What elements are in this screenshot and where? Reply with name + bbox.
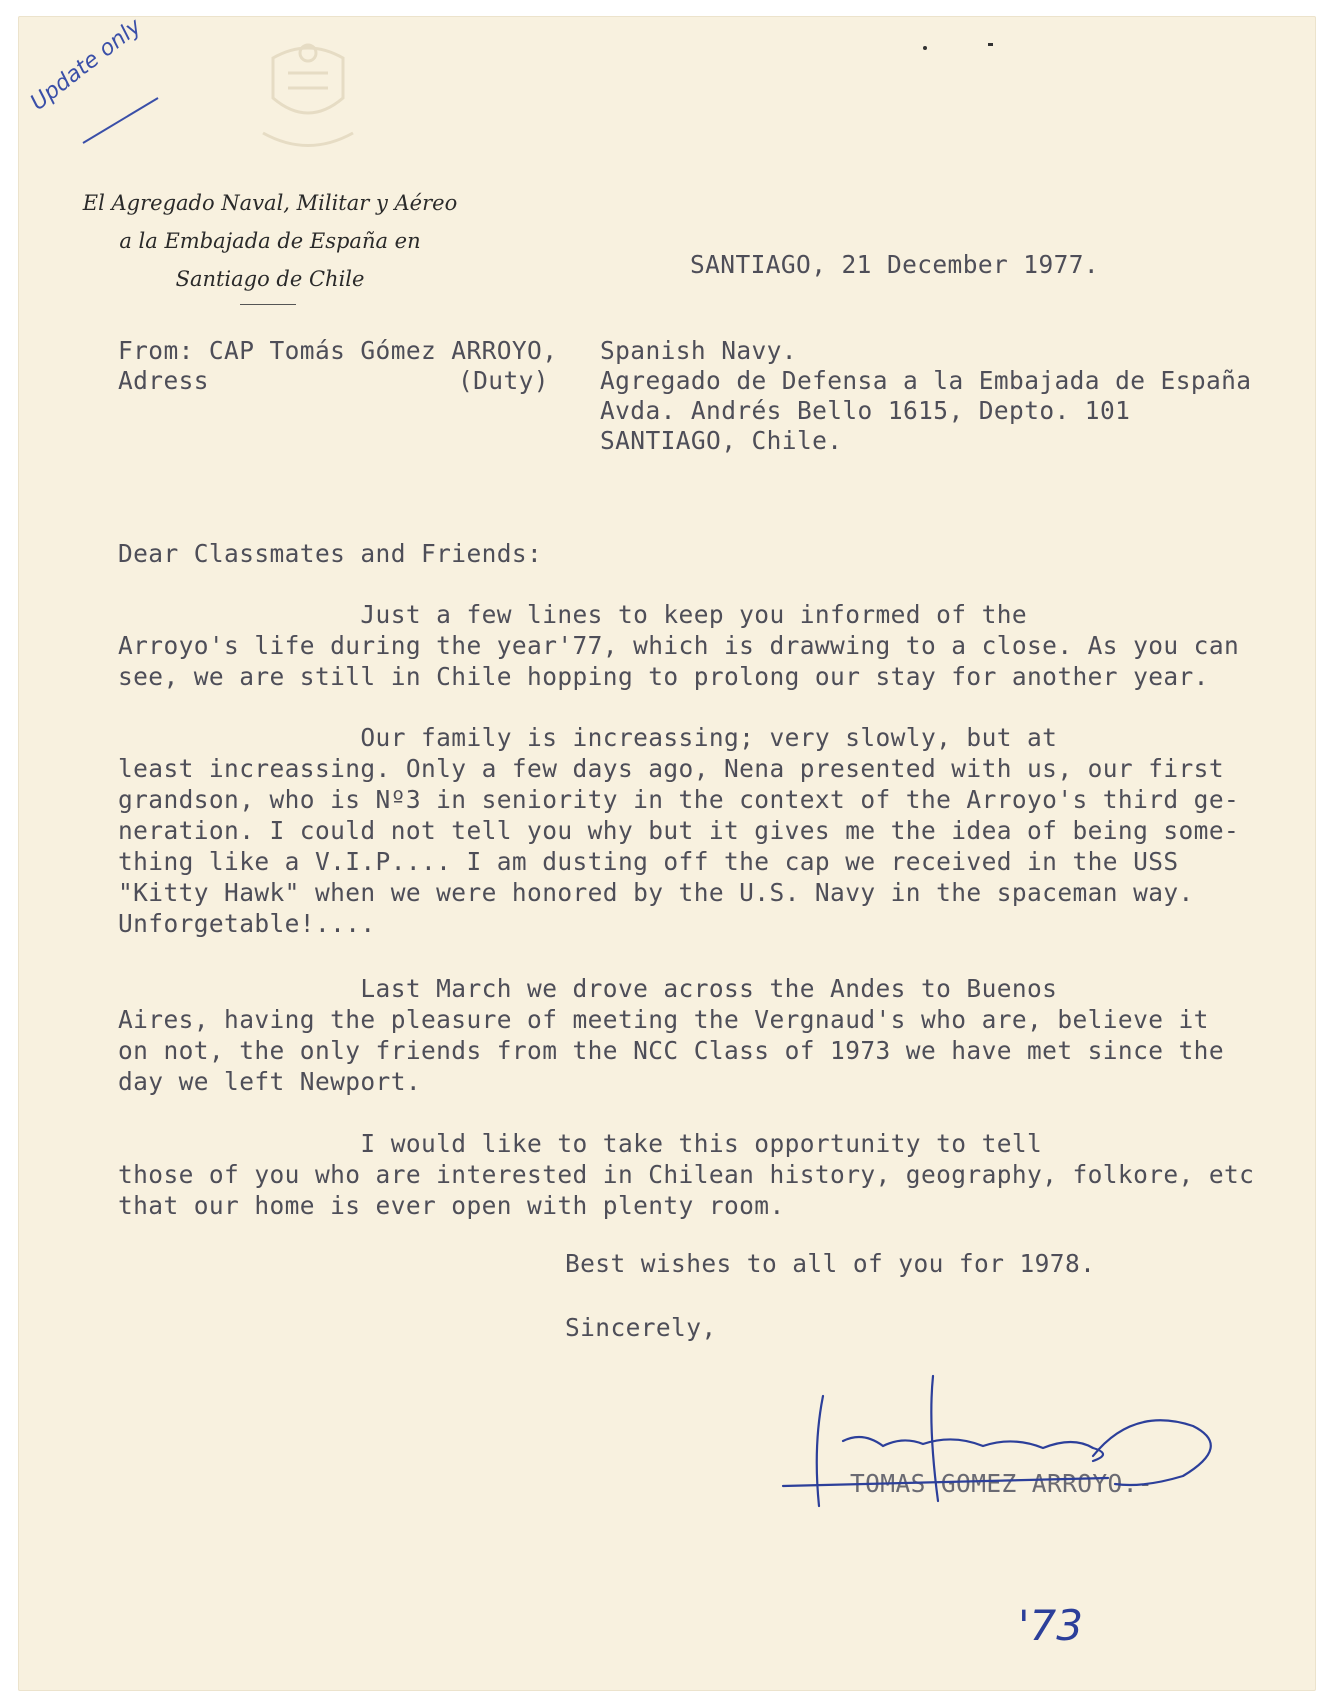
address-line-1: Agregado de Defensa a la Embajada de España [600,366,1252,395]
signature-icon [753,1366,1293,1516]
body-line: I would like to take this opportunity to tell [118,1129,1043,1158]
body-line: Just a few lines to keep you informed of the [118,600,1028,629]
letterhead-line-3: Santiago de Chile [175,267,365,291]
body-line: Unforgetable!.... [118,909,376,938]
body-line: neration. I could not tell you why but it gives me the idea of being some- [118,816,1240,845]
letterhead-line-1: El Agregado Naval, Militar y Aéreo [82,191,458,215]
from-value: Spanish Navy. [600,336,797,365]
body-paragraph-1 [118,599,1239,692]
body-line: day we left Newport. [118,1067,422,1096]
address-label: Adress [118,366,209,395]
body-line: those of you who are interested in Chilean history, geography, folkore, etc [118,1160,1255,1189]
body-line: thing like a V.I.P.... I am dusting off the cap we received in the USS [118,847,1179,876]
body-line: Our family is increassing; very slowly, but at [118,723,1058,752]
body-line: grandson, who is Nº3 in seniority in the context of the Arroyo's third ge- [118,785,1240,814]
letter-page [18,13,1316,1691]
closing-wishes: Best wishes to all of you for 1978. [565,1249,1096,1278]
body-line: on not, the only friends from the NCC Class of 1973 we have met since the [118,1036,1224,1065]
body-paragraph-2 [118,722,1239,939]
body-line: Aires, having the pleasure of meeting the Vergnaud's who are, believe it [118,1005,1209,1034]
address-line-2: Avda. Andrés Bello 1615, Depto. 101 [600,396,1131,425]
address-duty: (Duty) [458,366,549,395]
typed-name: TOMAS GOMEZ ARROYO.- [850,1469,1154,1498]
body-line: see, we are still in Chile hopping to prolong our stay for another year. [118,662,1209,691]
body-line: "Kitty Hawk" when we were honored by the U.S. Navy in the spaceman way. [118,878,1194,907]
letterhead-line-2: a la Embajada de España en [119,229,421,253]
handwritten-underline-icon [78,88,168,148]
address-line-3: SANTIAGO, Chile. [600,426,843,455]
letterhead-rule [240,304,296,305]
from-label: From: CAP Tomás Gómez ARROYO, [118,336,558,365]
body-line: that our home is ever open with plenty room. [118,1191,785,1220]
scan-mark [923,46,927,50]
embossed-seal-icon [233,38,383,168]
date-line: SANTIAGO, 21 December 1977. [690,250,1100,279]
handwritten-note: Update only [26,13,147,116]
scan-mark [988,43,993,46]
letterhead [80,184,460,298]
salutation: Dear Classmates and Friends: [118,539,543,568]
closing: Sincerely, [565,1313,717,1342]
body-paragraph-3 [118,973,1224,1097]
body-line: least increassing. Only a few days ago, Nena presented with us, our first [118,754,1224,783]
body-line: Arroyo's life during the year'77, which is drawwing to a close. As you can [118,631,1240,660]
body-line: Last March we drove across the Andes to Buenos [118,974,1058,1003]
class-year-note: '73 [1018,1601,1083,1650]
body-paragraph-4 [118,1128,1254,1221]
